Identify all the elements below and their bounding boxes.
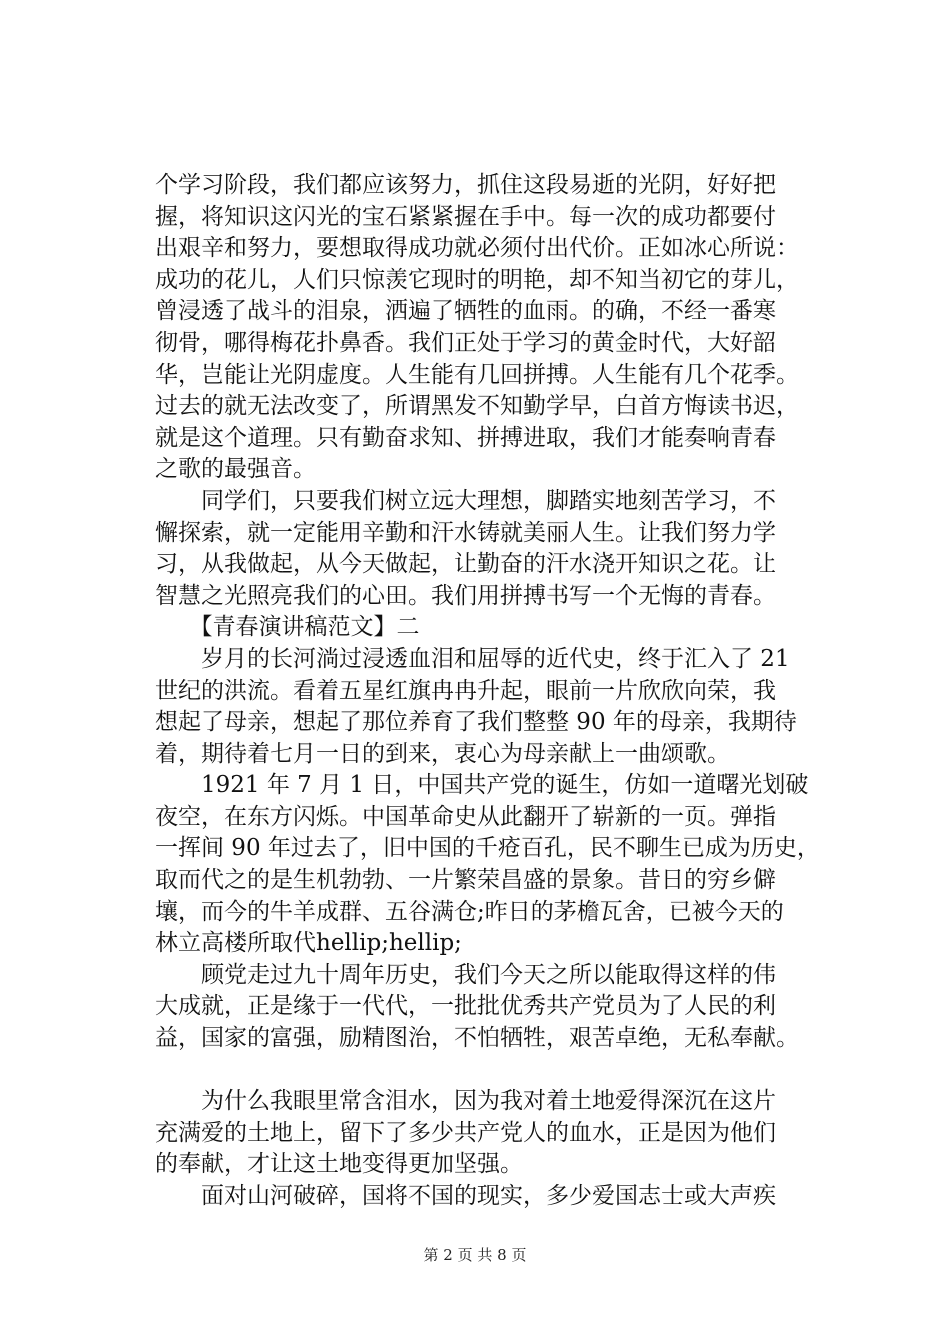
- text-line: 益，国家的富强，励精图治，不怕牺牲，艰苦卓绝，无私奉献。: [155, 1025, 799, 1052]
- text-line: 个学习阶段，我们都应该努力，抓住这段易逝的光阴，好好把: [155, 172, 776, 198]
- text-line: 成功的花儿，人们只惊羡它现时的明艳，却不知当初它的芽儿，: [155, 266, 799, 293]
- text-line: 就是这个道理。只有勤奋求知、拼搏进取，我们才能奏响青春: [155, 424, 776, 451]
- text-line: 为什么我眼里常含泪水，因为我对着土地爱得深沉在这片: [155, 1088, 776, 1115]
- text-line: 一挥间 90 年过去了，旧中国的千疮百孔，民不聊生已成为历史，: [155, 835, 820, 862]
- text-line: 林立高楼所取代hellip;hellip;: [155, 930, 462, 957]
- text-line: 习，从我做起，从今天做起，让勤奋的汗水浇开知识之花。让: [155, 551, 776, 578]
- text-line: 大成就，正是缘于一代代，一批批优秀共产党员为了人民的利: [155, 993, 776, 1020]
- page-number-footer: 第 2 页 共 8 页: [423, 1246, 527, 1264]
- text-line: 之歌的最强音。: [155, 456, 316, 483]
- text-line: 握，将知识这闪光的宝石紧紧握在手中。每一次的成功都要付: [155, 203, 776, 230]
- text-line: 智慧之光照亮我们的心田。我们用拼搏书写一个无悔的青春。: [155, 582, 776, 609]
- text-line: 世纪的洪流。看着五星红旗冉冉升起，眼前一片欣欣向荣，我: [155, 677, 776, 704]
- text-line: 夜空，在东方闪烁。中国革命史从此翻开了崭新的一页。弹指: [155, 803, 776, 830]
- text-line: 想起了母亲，想起了那位养育了我们整整 90 年的母亲，我期待: [155, 709, 797, 736]
- text-line: 懈探索，就一定能用辛勤和汗水铸就美丽人生。让我们努力学: [155, 519, 776, 546]
- text-line: 充满爱的土地上，留下了多少共产党人的血水，正是因为他们: [155, 1119, 776, 1146]
- text-line: 面对山河破碎，国将不国的现实，多少爱国志士或大声疾: [155, 1183, 776, 1209]
- text-line: 着，期待着七月一日的到来，衷心为母亲献上一曲颂歌。: [155, 740, 730, 767]
- text-line: 华，岂能让光阴虚度。人生能有几回拼搏。人生能有几个花季。: [155, 361, 799, 388]
- text-line: 的奉献，才让这土地变得更加坚强。: [155, 1151, 523, 1178]
- document-body: [155, 170, 820, 1213]
- text-line: 曾浸透了战斗的泪泉，洒遍了牺牲的血雨。的确，不经一番寒: [155, 298, 776, 325]
- text-line: 取而代之的是生机勃勃、一片繁荣昌盛的景象。昔日的穷乡僻: [155, 867, 776, 894]
- text-line: 壤，而今的牛羊成群、五谷满仓;昨日的茅檐瓦舍，已被今天的: [155, 898, 784, 925]
- text-line: 岁月的长河淌过浸透血泪和屈辱的近代史，终于汇入了 21: [155, 645, 790, 672]
- text-line: 1921 年 7 月 1 日，中国共产党的诞生，仿如一道曙光划破: [155, 772, 809, 799]
- text-line: 彻骨，哪得梅花扑鼻香。我们正处于学习的黄金时代，大好韶: [155, 329, 776, 356]
- blank-line: [155, 1055, 815, 1087]
- text-line: 同学们，只要我们树立远大理想，脚踏实地刻苦学习，不: [155, 487, 776, 514]
- section-heading: 【青春演讲稿范文】二: [155, 614, 420, 641]
- text-line: 出艰辛和努力，要想取得成功就必须付出代价。正如冰心所说：: [155, 235, 799, 262]
- text-line: 过去的就无法改变了，所谓黑发不知勤学早，白首方悔读书迟，: [155, 393, 799, 420]
- text-line: 顾党走过九十周年历史，我们今天之所以能取得这样的伟: [155, 961, 776, 988]
